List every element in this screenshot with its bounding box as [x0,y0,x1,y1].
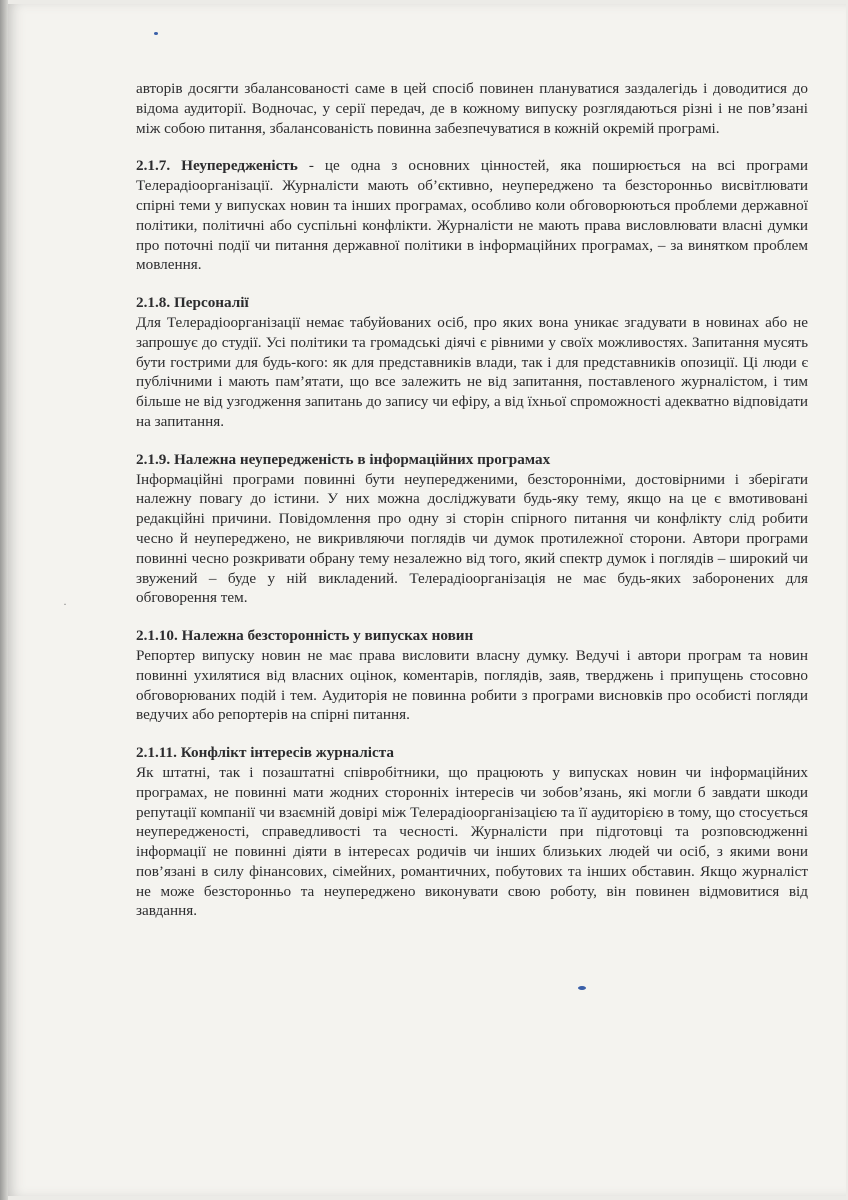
margin-mark: ˙ [62,602,68,616]
section-heading: 2.1.10. Належна безсторонність у випусках новин [136,627,474,645]
section-2-1-9 [136,450,808,608]
section-heading: 2.1.9. Належна неупередженість в інформаційних програмах [136,450,551,468]
section-heading: 2.1.11. Конфлікт інтересів журналіста [136,744,394,762]
section-2-1-7 [136,156,808,275]
section-2-1-10 [136,626,808,725]
section-heading-inline: 2.1.7. Неупередженість [136,157,298,175]
intro-paragraph: авторів досягти збалансованості саме в цей спосіб повинен плануватися заздалегідь і доводитися до відома аудиторії. Водночас, у серії передач, де в кожному випуску розглядаються різні і не пов’язані між собою питання, збалансованість повинна забезпечуватися в кожній окремій програмі. [136,80,808,137]
section-2-1-11 [136,743,808,921]
section-text: - це одна з основних цінностей, яка поширюється на всі програми Телерадіоорганізації. Журналісти мають об’єктивно, неупереджено та безсторонньо висвітлювати спірні теми у випусках новин та інших програмах, особливо коли обговорюються проблеми державної політики, політичні або суспільні конфлікти. Журналісти не мають права висловлювати власні думки про поточні події чи питання державної політики в інформаційних програмах, – за винятком проблем мовлення. [136,157,809,274]
section-text: Інформаційні програми повинні бути неупередженими, безсторонніми, достовірними і зберігати належну повагу до істини. У них можна досліджувати будь-яку тему, якщо на це є вмотивовані редакційні причини. Повідомлення про одну зі сторін спірного питання чи конфлікту слід робити чесно й неупереджено, не викривляючи поглядів чи думок протилежної сторони. Автори програми повинні чесно розкривати обрану тему незалежно від того, який спектр думок і поглядів – широкий чи звужений – буде у ній викладений. Телерадіоорганізація не має будь-яких заборонених для обговорення тем. [136,470,808,607]
section-heading: 2.1.8. Персоналії [136,294,249,312]
document-body [136,79,808,921]
section-2-1-8 [136,293,808,432]
section-paragraph [136,156,808,275]
scan-left-edge [0,0,8,1200]
section-text: Репортер випуску новин не має права висловити власну думку. Ведучі і автори програм та новин повинні ухилятися від власних оцінок, коментарів, поглядів, заяв, тверджень і припущень стосовно обговорюваних подій і тем. Аудиторія не повинна робити з програми висновків про особисті погляди ведучих або репортерів на спірні питання. [136,646,808,724]
section-text: Як штатні, так і позаштатні співробітники, що працюють у випусках новин чи інформаційних програмах, не повинні мати жодних сторонніх інтересів чи зобов’язань, які могли б завдати шкоди репутації компанії чи взаємній довірі між Телерадіоорганізацією та її аудиторією в тому, що стосується неупередженості, справедливості та чесності. Журналісти при підготовці та розповсюдженні інформації не повинні діяти в інтересах родичів чи інших близьких людей чи осіб, з якими вони пов’язані в силу фінансових, сімейних, романтичних, побутових та інших обставин. Якщо журналіст не може безсторонньо та неупереджено виконувати свою роботу, він повинен відмовитися від завдання. [136,763,808,920]
ink-speck [154,32,158,35]
section-text: Для Телерадіоорганізації немає табуйованих осіб, про яких вона уникає згадувати в новинах або не запрошує до студії. Усі політики та громадські діячі є рівними у своїх можливостях. Запитання мусять бути гострими для будь-кого: як для представників влади, так і для представників опозиції. Ці люди є публічними і мають пам’ятати, що все залежить не від запитання, поставленого журналістом, і тим більше не від узгодження запитань до запису чи ефіру, а від їхньої спроможності адекватно відповідати на запитання. [136,313,808,430]
ink-speck [578,986,586,990]
